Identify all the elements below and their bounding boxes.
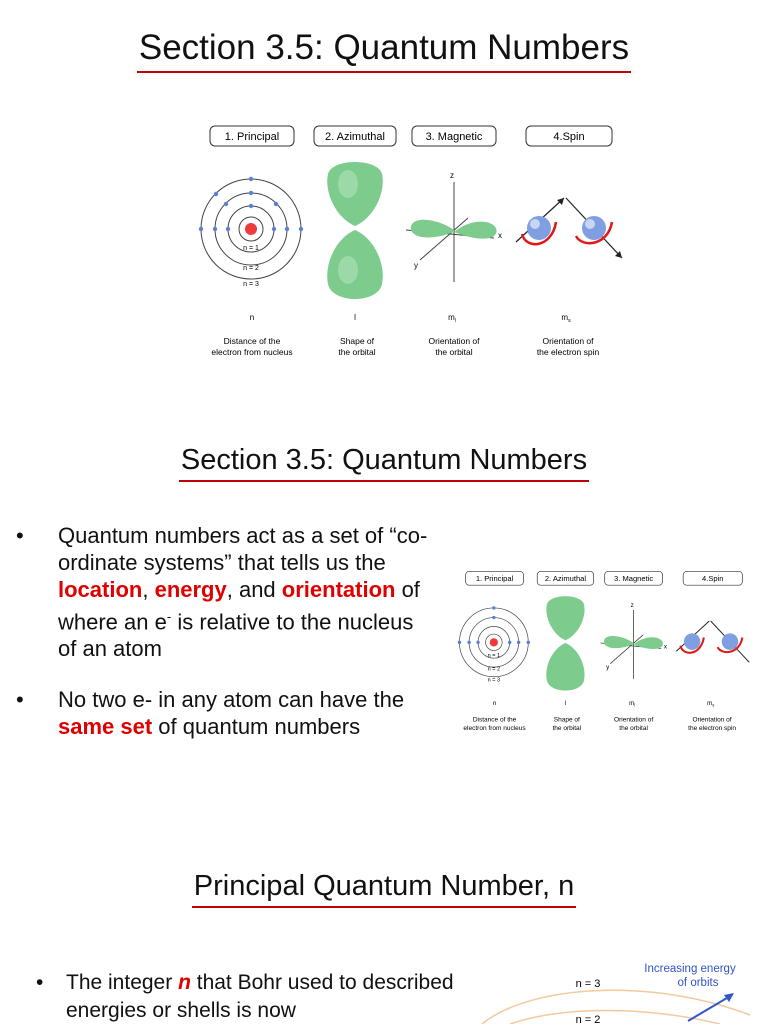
- symbol-ms: $m_s$: [561, 313, 571, 324]
- bullet-coordinates: • Quantum numbers act as a set of “co-ordinate systems” that tells us the location, energy, and orientation of where an e- is relative to the nucleus of an atom: [16, 523, 428, 662]
- level-n2: n = 2: [575, 1014, 601, 1024]
- p-orbital-icon: [327, 162, 383, 299]
- level-n3: n = 3: [575, 978, 601, 990]
- keyword-energy: energy: [154, 577, 227, 602]
- bullet-pauli: • No two e- in any atom can have the same set of quantum numbers: [16, 687, 405, 740]
- bullet-dot-icon: •: [16, 687, 24, 713]
- shell-label-2-small: n = 2: [487, 666, 501, 673]
- keyword-same-set: same set: [58, 714, 153, 740]
- caption-principal-1-small: Distance of the: [472, 716, 517, 724]
- bullet-bohr-integer: • The integer n that Bohr used to described energies or shells is now: [36, 971, 454, 1022]
- shell-label-3: n = 3: [243, 281, 259, 288]
- symbol-ms-small: $m_s$: [707, 699, 715, 708]
- keyword-n: n: [178, 971, 191, 994]
- shell-label-2: n = 2: [243, 265, 259, 272]
- caption-principal-2-small: electron from nucleus: [463, 724, 526, 732]
- axes-orbital-icon: [406, 182, 497, 282]
- axes-orbital-icon: [601, 610, 663, 679]
- p-orbital-icon: [546, 596, 584, 690]
- caption-magnetic-2: the orbital: [435, 347, 473, 357]
- energy-arrowhead-icon: [724, 993, 734, 1002]
- symbol-ml: $m_l$: [448, 313, 456, 324]
- label-magnetic-small: 3. Magnetic: [614, 574, 654, 584]
- quantum-numbers-diagram-small: [456, 568, 752, 738]
- caption-magnetic-2-small: the orbital: [619, 724, 648, 732]
- caption-principal-2: electron from nucleus: [211, 347, 293, 357]
- symbol-l-small: l: [564, 699, 567, 707]
- slide2-title-text: Section 3.5: Quantum Numbers: [179, 444, 589, 482]
- label-spin-small: 4.Spin: [702, 574, 724, 584]
- slide3-title-text: Principal Quantum Number, n: [192, 870, 576, 908]
- energy-title-1: Increasing energy: [644, 963, 736, 975]
- caption-azimuthal-2: the orbital: [338, 347, 376, 357]
- caption-azimuthal-1-small: Shape of: [553, 716, 580, 724]
- keyword-orientation: orientation: [281, 577, 396, 602]
- axis-z-label-small: z: [630, 602, 634, 610]
- symbol-ml-small: $m_l$: [629, 699, 636, 708]
- shell-label-1: n = 1: [243, 245, 259, 252]
- axis-x-label-small: x: [663, 643, 667, 651]
- caption-azimuthal-2-small: the orbital: [552, 724, 582, 732]
- atom-shells-icon: [199, 177, 303, 279]
- keyword-location: location: [58, 577, 143, 602]
- slide1-title: [0, 28, 768, 73]
- caption-spin-1: Orientation of: [542, 336, 594, 346]
- label-azimuthal-small: 2. Azimuthal: [544, 574, 587, 584]
- qn-diagram: [199, 126, 622, 357]
- bullet-dot-icon: •: [16, 523, 24, 548]
- caption-principal-1: Distance of the: [223, 336, 281, 346]
- electron-spin-icon: [676, 621, 749, 662]
- label-azimuthal: 2. Azimuthal: [325, 131, 385, 143]
- shell-label-1-small: n = 1: [487, 652, 501, 659]
- shell-label-3-small: n = 3: [487, 677, 501, 684]
- label-principal-small: 1. Principal: [475, 574, 514, 584]
- slide3-bullet-list: [36, 969, 456, 1025]
- caption-magnetic-1-small: Orientation of: [614, 716, 654, 724]
- energy-title-2: of orbits: [677, 977, 719, 989]
- caption-spin-2: the electron spin: [536, 347, 600, 357]
- symbol-n-small: n: [492, 699, 497, 707]
- axis-x-label: x: [498, 231, 502, 240]
- label-magnetic: 3. Magnetic: [425, 131, 483, 143]
- electron-spin-icon: [516, 198, 622, 258]
- bullet-dot-icon: •: [36, 971, 44, 994]
- qn-diagram-small: [458, 571, 750, 731]
- slide1-title-text: Section 3.5: Quantum Numbers: [137, 28, 631, 73]
- axis-y-label: y: [414, 261, 418, 270]
- energy-levels-figure: [470, 955, 768, 1024]
- orbit-arc-inner: [510, 1010, 720, 1024]
- label-spin: 4.Spin: [553, 131, 585, 143]
- caption-magnetic-1: Orientation of: [428, 336, 480, 346]
- slide2-bullet-list: [16, 522, 436, 753]
- caption-spin-2-small: the electron spin: [688, 724, 736, 732]
- axis-z-label: z: [450, 171, 454, 180]
- caption-spin-1-small: Orientation of: [692, 716, 732, 724]
- axis-y-label-small: y: [606, 664, 610, 672]
- label-principal: 1. Principal: [224, 131, 280, 143]
- quantum-numbers-diagram-large: [196, 122, 626, 367]
- slide2-title: [0, 444, 768, 482]
- caption-azimuthal-1: Shape of: [339, 336, 375, 346]
- symbol-l: l: [354, 313, 356, 322]
- symbol-n: n: [249, 313, 255, 322]
- slide3-title: [0, 870, 768, 908]
